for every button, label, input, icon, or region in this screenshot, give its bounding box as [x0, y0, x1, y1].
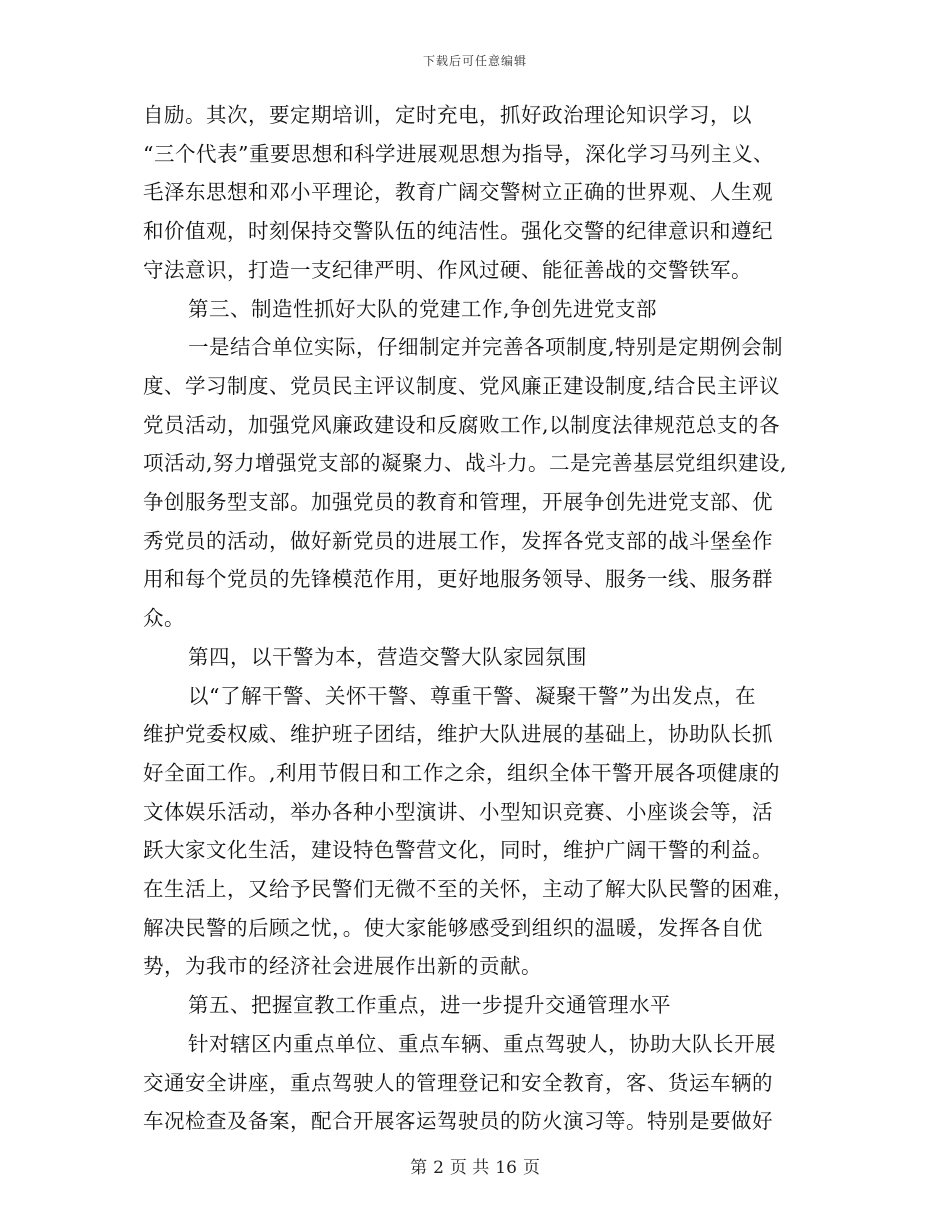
paragraph-line-indented: 第四，以干警为本，营造交警大队家园氛围 — [188, 644, 587, 669]
paragraph-line: 车况检查及备案，配合开展客运驾驶员的防火演习等。特别是要做好 — [143, 1109, 773, 1134]
paragraph-line: 自励。其次，要定期培训，定时充电，抓好政治理论知识学习，以 — [143, 103, 752, 127]
paragraph-line: 用和每个党员的先锋模范作用，更好地服务领导、服务一线、服务群 — [143, 567, 773, 592]
paragraph-line: 度、学习制度、党员民主评议制度、党风廉正建设制度,结合民主评议 — [143, 373, 781, 398]
paragraph-line: 众。 — [143, 606, 185, 631]
footer-total-pages: 16 — [495, 1158, 517, 1178]
paragraph-line: 和价值观，时刻保持交警队伍的纯洁性。强化交警的纪律意识和遵纪 — [143, 219, 773, 244]
paragraph-line-indented: 第五、把握宣教工作重点，进一步提升交通管理水平 — [188, 993, 671, 1018]
paragraph-line: 毛泽东思想和邓小平理论，教育广阔交警树立正确的世界观、人生观 — [143, 180, 773, 205]
paragraph-line: 交通安全讲座，重点驾驶人的管理登记和安全教育，客、货运车辆的 — [143, 1070, 773, 1095]
paragraph-line: 好全面工作。,利用节假日和工作之余，组织全体干警开展各项健康的 — [143, 760, 781, 785]
paragraph-line: 秀党员的活动，做好新党员的进展工作，发挥各党支部的战斗堡垒作 — [143, 528, 773, 553]
page-footer — [0, 1153, 950, 1178]
paragraph-line-indented: 针对辖区内重点单位、重点车辆、重点驾驶人，协助大队长开展 — [188, 1031, 776, 1056]
paragraph-line: 文体娱乐活动，举办各种小型演讲、小型知识竞赛、小座谈会等，活 — [143, 799, 773, 824]
paragraph-line: 守法意识，打造一支纪律严明、作风过硬、能征善战的交警铁军。 — [143, 257, 752, 282]
paragraph-line: 势，为我市的经济社会进展作出新的贡献。 — [143, 954, 542, 979]
paragraph-line: 在生活上，又给予民警们无微不至的关怀，主动了解大队民警的困难， — [143, 877, 794, 901]
footer-suffix: 页 — [522, 1158, 540, 1178]
paragraph-line: 维护党委权威、维护班子团结，维护大队进展的基础上，协助队长抓 — [143, 722, 773, 747]
paragraph-line-indented: 以“了解干警、关怀干警、尊重干警、凝聚干警”为出发点，在 — [188, 683, 756, 708]
paragraph-line-indented: 一是结合单位实际，仔细制定并完善各项制度,特别是定期例会制 — [188, 335, 784, 360]
paragraph-line: 党员活动，加强党风廉政建设和反腐败工作,以制度法律规范总支的各 — [143, 412, 781, 437]
paragraph-line: “三个代表”重要思想和科学进展观思想为指导，深化学习马列主义、 — [143, 141, 774, 166]
footer-page-number: 2 — [433, 1158, 444, 1178]
paragraph-line: 争创服务型支部。加强党员的教育和管理，开展争创先进党支部、优 — [143, 490, 773, 514]
paragraph-line: 解决民警的后顾之忧，。使大家能够感受到组织的温暖，发挥各自优 — [143, 915, 763, 940]
footer-prefix: 第 — [410, 1158, 428, 1178]
footer-middle: 页 共 — [449, 1158, 490, 1178]
paragraph-line: 项活动,努力增强党支部的凝聚力、战斗力。二是完善基层党组织建设, — [143, 451, 788, 476]
page-header: 下载后可任意编辑 — [422, 54, 527, 68]
paragraph-line-indented: 第三、制造性抓好大队的党建工作,争创先进党支部 — [188, 296, 658, 321]
paragraph-line: 跃大家文化生活，建设特色警营文化，同时，维护广阔干警的利益。 — [143, 838, 773, 863]
